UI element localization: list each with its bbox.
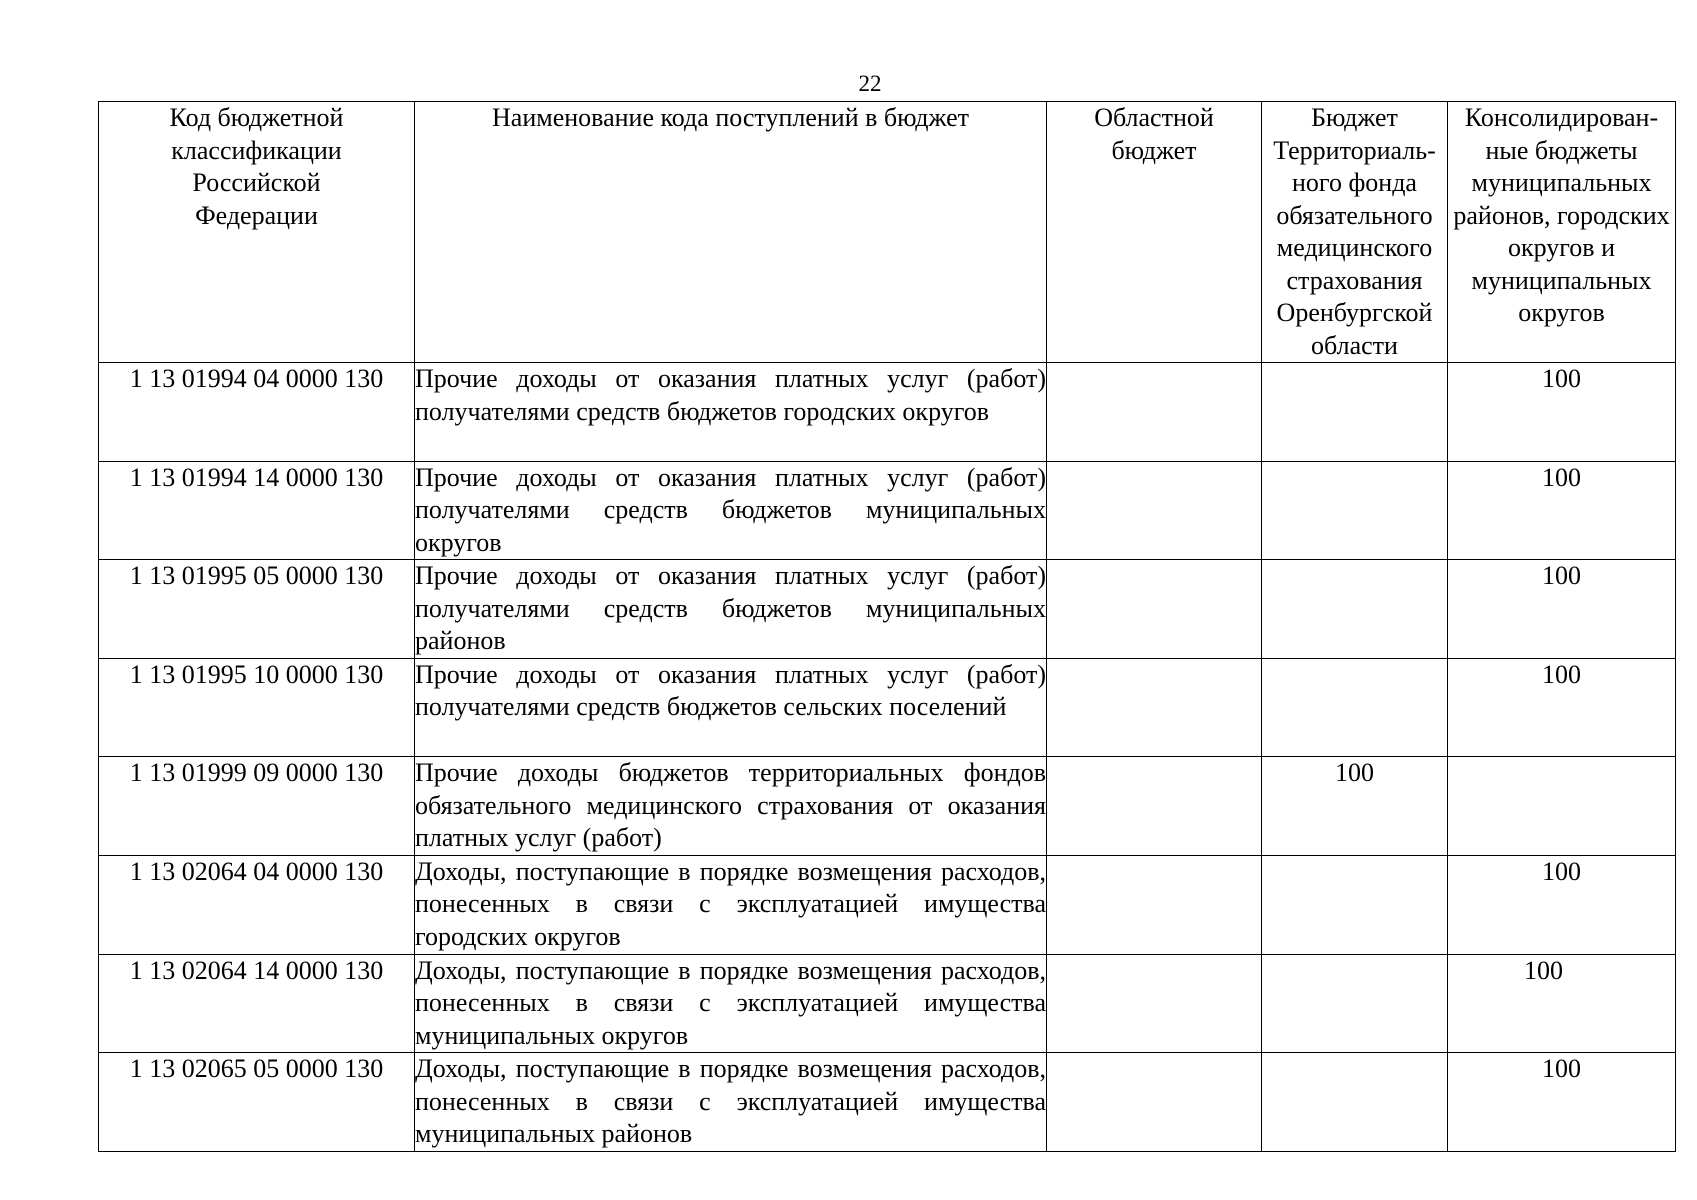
table-row — [99, 954, 1676, 1053]
row-consolidated: 100 — [1448, 461, 1676, 560]
table-row — [99, 363, 1676, 462]
table-row — [99, 461, 1676, 560]
row-tfoms — [1262, 855, 1448, 954]
row-tfoms — [1262, 363, 1448, 462]
row-tfoms: 100 — [1262, 757, 1448, 856]
row-regional — [1047, 757, 1262, 856]
row-name: Прочие доходы от оказания платных услуг (работ) получателями средств бюджетов городских округов — [415, 363, 1047, 462]
row-consolidated — [1448, 757, 1676, 856]
row-consolidated: 100 — [1448, 658, 1676, 757]
row-tfoms — [1262, 954, 1448, 1053]
row-name: Доходы, поступающие в порядке возмещения расходов, понесенных в связи с эксплуатацией имущества городских округов — [415, 855, 1047, 954]
row-consolidated: 100 — [1448, 954, 1676, 1053]
budget-classification-table — [98, 101, 1676, 1152]
table-body — [99, 363, 1676, 1152]
row-consolidated: 100 — [1448, 1053, 1676, 1152]
table-row — [99, 855, 1676, 954]
row-code: 1 13 01994 14 0000 130 — [99, 461, 415, 560]
table-row — [99, 658, 1676, 757]
header-code: Код бюджетной классификации Российской Федерации — [99, 102, 415, 363]
row-code: 1 13 02064 14 0000 130 — [99, 954, 415, 1053]
row-name: Прочие доходы от оказания платных услуг (работ) получателями средств бюджетов сельских поселений — [415, 658, 1047, 757]
row-name: Доходы, поступающие в порядке возмещения расходов, понесенных в связи с эксплуатацией имущества муниципальных районов — [415, 1053, 1047, 1152]
row-regional — [1047, 461, 1262, 560]
row-regional — [1047, 560, 1262, 659]
table-header — [99, 102, 1676, 363]
row-regional — [1047, 855, 1262, 954]
header-tfoms: Бюджет Территориаль-ного фонда обязательного медицинского страхования Оренбургской области — [1262, 102, 1448, 363]
row-tfoms — [1262, 560, 1448, 659]
row-consolidated: 100 — [1448, 855, 1676, 954]
row-name: Прочие доходы от оказания платных услуг (работ) получателями средств бюджетов муниципальных районов — [415, 560, 1047, 659]
row-consolidated: 100 — [1448, 560, 1676, 659]
header-row — [99, 102, 1676, 363]
row-code: 1 13 01999 09 0000 130 — [99, 757, 415, 856]
header-name: Наименование кода поступлений в бюджет — [415, 102, 1047, 363]
row-code: 1 13 02065 05 0000 130 — [99, 1053, 415, 1152]
table-row — [99, 757, 1676, 856]
row-regional — [1047, 1053, 1262, 1152]
row-tfoms — [1262, 1053, 1448, 1152]
row-name: Прочие доходы бюджетов территориальных фондов обязательного медицинского страхования от оказания платных услуг (работ) — [415, 757, 1047, 856]
row-regional — [1047, 954, 1262, 1053]
table-row — [99, 560, 1676, 659]
row-consolidated: 100 — [1448, 363, 1676, 462]
row-name: Прочие доходы от оказания платных услуг (работ) получателями средств бюджетов муниципальных округов — [415, 461, 1047, 560]
row-code: 1 13 01995 10 0000 130 — [99, 658, 415, 757]
header-consolidated: Консолидирован-ные бюджеты муниципальных районов, городских округов и муниципальных округов — [1448, 102, 1676, 363]
row-code: 1 13 01994 04 0000 130 — [99, 363, 415, 462]
header-regional: Областной бюджет — [1047, 102, 1262, 363]
page-number: 22 — [858, 71, 882, 96]
row-code: 1 13 02064 04 0000 130 — [99, 855, 415, 954]
table-row — [99, 1053, 1676, 1152]
row-regional — [1047, 363, 1262, 462]
row-tfoms — [1262, 658, 1448, 757]
row-name: Доходы, поступающие в порядке возмещения расходов, понесенных в связи с эксплуатацией имущества муниципальных округов — [415, 954, 1047, 1053]
row-regional — [1047, 658, 1262, 757]
row-tfoms — [1262, 461, 1448, 560]
row-code: 1 13 01995 05 0000 130 — [99, 560, 415, 659]
